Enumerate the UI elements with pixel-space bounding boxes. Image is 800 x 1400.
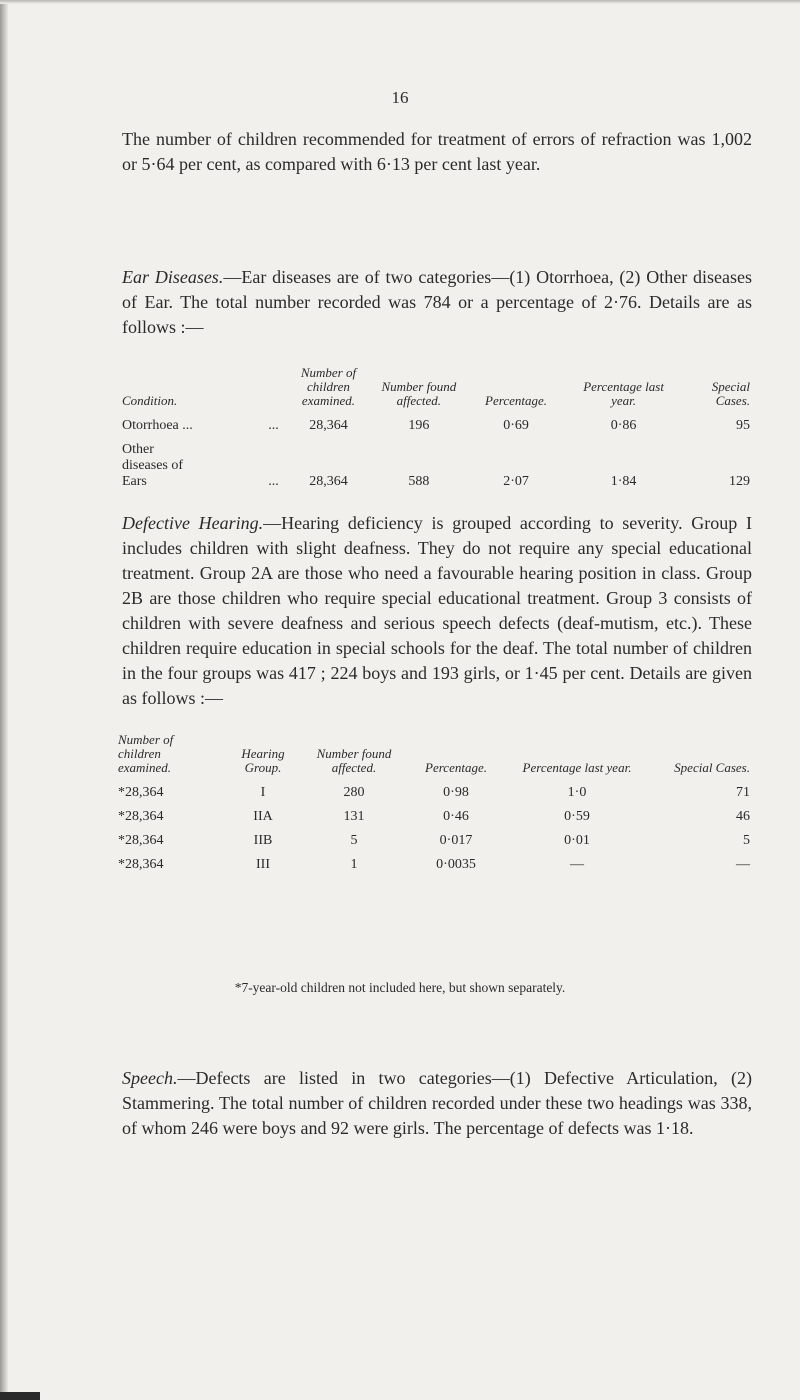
ear-row-1-special-cases: 95: [736, 418, 750, 433]
table-row: [114, 781, 754, 805]
hearing-table: [114, 733, 754, 877]
ear-diseases-text: —Ear diseases are of two categories—(1) Otorrhoea, (2) Other diseases of Ear. The total number recorded was 784 or a percentage of 2·76. Details are as follows :—: [122, 267, 753, 337]
defective-hearing-paragraph: [122, 511, 752, 711]
hearing-row-2-group: IIA: [253, 809, 273, 824]
hearing-row-2-special-cases: 46: [736, 809, 750, 824]
hearing-row-2-examined: *28,364: [118, 809, 164, 824]
ear-row-2-leader: ...: [268, 474, 279, 489]
ear-row-2-percentage: 2·07: [503, 474, 529, 489]
hearing-footnote: *7-year-old children not included here, but shown separately.: [234, 980, 566, 995]
hearing-row-1-percentage-last-year: 1·0: [567, 785, 587, 800]
table-row: [118, 438, 754, 494]
ear-row-1-percentage: 0·69: [503, 418, 529, 433]
defective-hearing-text: —Hearing deficiency is grouped according to severity. Group I includes children with slight deafness. They do not require any special educational treatment. Group 2A are those who need a favourable hearing position in class. Group 2B are those children who require special educational treatment. Group 3 consists of children with severe deafness and serious speech defects (deaf-mutism, etc.). These children require education in special schools for the deaf. The total number of children in the four groups was 417 ; 224 boys and 193 girls, or 1·45 per cent. Details are given as follows :—: [122, 513, 752, 708]
hearing-header-special-cases: Special Cases.: [674, 760, 750, 775]
hearing-row-2-percentage-last-year: 0·59: [564, 809, 590, 824]
hearing-row-2-percentage: 0·46: [443, 809, 469, 824]
ear-diseases-table: [118, 366, 754, 494]
ear-header-percentage: Percentage.: [485, 393, 548, 408]
ear-header-condition: Condition.: [122, 393, 178, 408]
hearing-row-3-special-cases: 5: [743, 833, 750, 848]
hearing-row-1-affected: 280: [343, 785, 365, 800]
hearing-header-affected: Number found affected.: [316, 746, 392, 775]
defective-hearing-heading: Defective Hearing.: [122, 513, 264, 533]
ear-diseases-paragraph: [122, 265, 752, 340]
hearing-header-percentage: Percentage.: [425, 760, 487, 775]
ear-row-2-examined: 28,364: [309, 474, 348, 489]
ear-diseases-heading: Ear Diseases.: [122, 267, 224, 287]
hearing-row-4-special-cases: —: [736, 857, 750, 872]
ear-header-percentage-last-year: Percentage last year.: [583, 379, 664, 408]
ear-row-2-special-cases: 129: [729, 474, 750, 489]
page-number: 16: [391, 88, 409, 107]
ear-row-1-affected: 196: [408, 418, 430, 433]
ear-row-1-examined: 28,364: [309, 418, 348, 433]
hearing-row-1-examined: *28,364: [118, 785, 164, 800]
refraction-paragraph: The number of children recommended for treatment of errors of refraction was 1,002 or 5·64 per cent, as compared with 6·13 per cent last year.: [122, 129, 752, 174]
hearing-row-3-percentage-last-year: 0·01: [564, 833, 590, 848]
hearing-row-4-percentage: 0·0035: [436, 857, 476, 872]
speech-heading: Speech.: [122, 1068, 178, 1088]
hearing-table-header-row: [114, 733, 754, 781]
page-top-edge: [0, 0, 800, 4]
hearing-row-2-affected: 131: [343, 809, 365, 824]
hearing-row-1-special-cases: 71: [736, 785, 750, 800]
hearing-header-group: Hearing Group.: [241, 746, 285, 775]
ear-table-header-row: [118, 366, 754, 414]
hearing-row-4-group: III: [256, 857, 270, 872]
corner-mark: [0, 1392, 40, 1400]
hearing-row-1-group: I: [260, 785, 266, 800]
page-edge-shadow: [0, 0, 8, 1400]
hearing-row-1-percentage: 0·98: [443, 785, 469, 800]
ear-header-special-cases: Special Cases.: [711, 379, 750, 408]
ear-row-1-leader: ...: [268, 418, 279, 433]
speech-text: —Defects are listed in two categories—(1) Defective Articulation, (2) Stammering. The total number of children recorded under these two headings was 338, of whom 246 were boys and 92 were girls. The percentage of defects was 1·18.: [122, 1068, 752, 1138]
ear-header-examined: Number of children examined.: [300, 365, 357, 408]
ear-row-1-condition: Otorrhoea ...: [122, 418, 193, 433]
hearing-header-percentage-last-year: Percentage last year.: [522, 760, 632, 775]
ear-row-2-condition: Other diseases of Ears: [122, 442, 184, 489]
hearing-header-examined: Number of children examined.: [118, 732, 174, 775]
hearing-row-3-examined: *28,364: [118, 833, 164, 848]
table-row: [118, 414, 754, 438]
hearing-row-4-affected: 1: [350, 857, 358, 872]
speech-paragraph: [122, 1066, 752, 1141]
ear-row-2-percentage-last-year: 1·84: [610, 474, 637, 489]
table-row: [114, 829, 754, 853]
hearing-row-3-percentage: 0·017: [439, 833, 473, 848]
ear-header-affected: Number found affected.: [381, 379, 457, 408]
hearing-row-3-group: IIB: [253, 833, 273, 848]
table-row: [114, 805, 754, 829]
hearing-row-4-percentage-last-year: —: [570, 857, 584, 872]
ear-row-2-affected: 588: [408, 474, 430, 489]
hearing-row-3-affected: 5: [350, 833, 358, 848]
ear-row-1-percentage-last-year: 0·86: [610, 418, 637, 433]
table-row: [114, 853, 754, 877]
hearing-row-4-examined: *28,364: [118, 857, 164, 872]
